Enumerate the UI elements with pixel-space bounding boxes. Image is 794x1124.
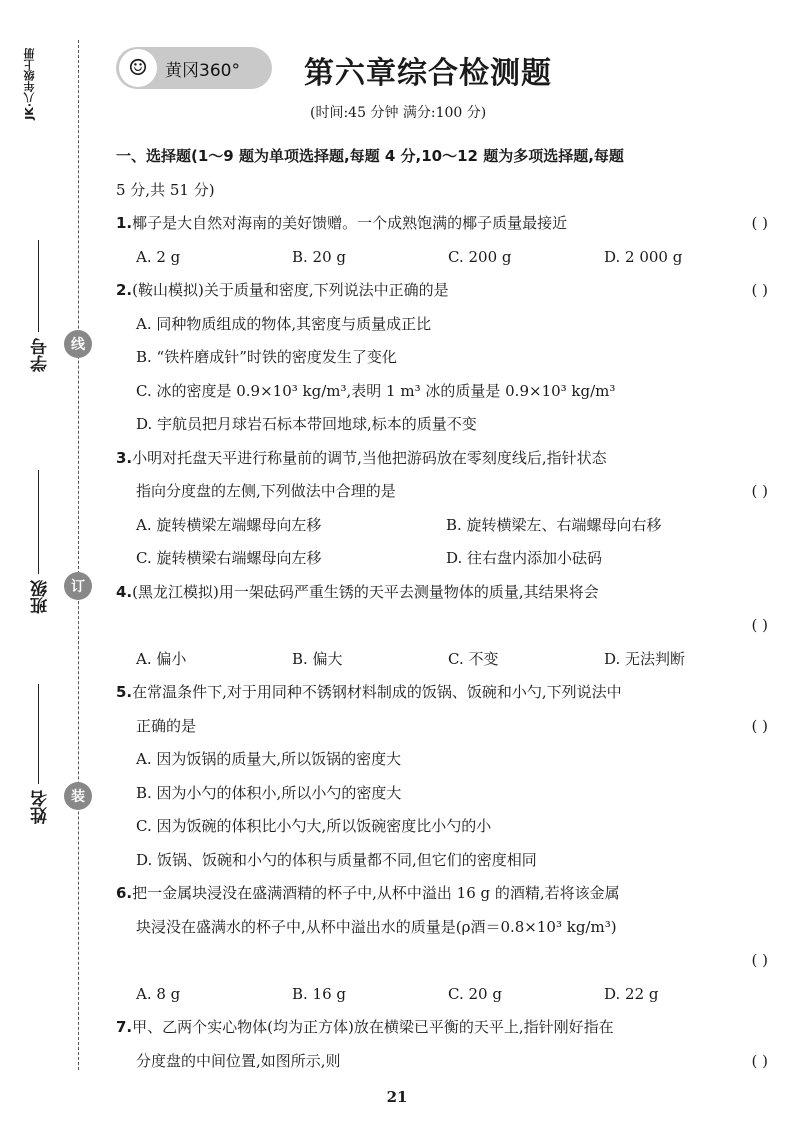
question-4-blank-line (116, 609, 776, 643)
question-number: 7. (116, 1018, 133, 1036)
grade-label: JK·八年级上册 (23, 48, 36, 120)
question-text: 甲、乙两个实心物体(均为正方体)放在横梁已平衡的天平上,指针刚好指在 (132, 1018, 614, 1036)
question-6-cont: 块浸没在盛满水的杯子中,从杯中溢出水的质量是(ρ酒＝0.8×10³ kg/m³) (136, 917, 617, 936)
question-text: 分度盘的中间位置,如图所示,则 (136, 1051, 341, 1070)
question-4 (116, 576, 776, 610)
zhuang-marker: 装 (64, 782, 92, 810)
option-a: A. 旋转横梁左端螺母向左移 (136, 515, 322, 534)
option-a: A. 8 g (136, 984, 181, 1003)
question-5 (116, 676, 776, 710)
question-list (116, 140, 776, 1078)
question-number: 3. (116, 448, 133, 467)
option-b: B. 偏大 (292, 649, 343, 668)
question-text: 椰子是大自然对海南的美好馈赠。一个成熟饱满的椰子质量最接近 (132, 214, 568, 232)
kids-face-icon: ☺ (119, 49, 157, 87)
option-c: C. 不变 (448, 649, 499, 668)
name-label: 姓名 (31, 790, 51, 824)
page-number: 21 (386, 1088, 408, 1106)
option-d: D. 22 g (604, 984, 659, 1003)
name-field-line (38, 684, 39, 784)
question-3-cont (116, 475, 776, 509)
question-number: 1. (116, 214, 133, 232)
q3-options-cd (116, 542, 776, 576)
binding-dashed-line (78, 40, 79, 1070)
question-number: 5. (116, 683, 133, 701)
answer-blank: ( ) (751, 214, 768, 232)
answer-blank: ( ) (751, 482, 768, 500)
option-c: C. 冰的密度是 0.9×10³ kg/m³,表明 1 m³ 冰的质量是 0.9×10³ kg/m³ (136, 381, 616, 400)
question-3 (116, 442, 776, 476)
binding-margin (0, 0, 100, 1124)
question-text: 正确的是 (136, 716, 197, 735)
q3-options-ab (116, 509, 776, 543)
option-c: C. 因为饭碗的体积比小勺大,所以饭碗密度比小勺的小 (136, 817, 492, 835)
option-b: B. 因为小勺的体积小,所以小勺的密度大 (136, 783, 402, 802)
question-6-blank-line (116, 944, 776, 978)
answer-blank: ( ) (751, 1051, 768, 1070)
option-b: B. “铁杵磨成针”时铁的密度发生了变化 (136, 348, 397, 366)
section-heading-cont: 5 分,共 51 分) (116, 180, 215, 199)
student-id-label: 学号 (31, 338, 51, 372)
option-a: A. 偏小 (136, 649, 187, 668)
question-text: (黑龙江模拟)用一架砝码严重生锈的天平去测量物体的质量,其结果将会 (132, 582, 599, 601)
question-1 (116, 207, 776, 241)
q1-options (116, 241, 776, 275)
question-text: 把一金属块浸没在盛满酒精的杯子中,从杯中溢出 16 g 的酒精,若将该金属 (132, 884, 620, 902)
question-number: 2. (116, 281, 133, 299)
question-text: 小明对托盘天平进行称量前的调节,当他把游码放在零刻度线后,指针状态 (132, 448, 607, 467)
option-d: D. 饭锅、饭碗和小勺的体积与质量都不同,但它们的密度相同 (136, 850, 537, 869)
option-d: D. 2 000 g (604, 247, 683, 266)
option-b: B. 20 g (292, 247, 347, 266)
class-label: 班级 (31, 580, 51, 614)
option-c: C. 旋转横梁右端螺母向左移 (136, 549, 322, 567)
question-text: (鞍山模拟)关于质量和密度,下列说法中正确的是 (132, 281, 449, 299)
question-6 (116, 877, 776, 911)
answer-blank: ( ) (751, 951, 768, 969)
question-2 (116, 274, 776, 308)
option-b: B. 旋转横梁左、右端螺母向右移 (446, 515, 662, 534)
answer-blank: ( ) (751, 716, 768, 735)
question-7 (116, 1011, 776, 1045)
exam-info: (时间:45 分钟 满分:100 分) (310, 105, 487, 121)
section-heading: 一、选择题(1～9 题为单项选择题,每题 4 分,10～12 题为多项选择题,每题 (116, 147, 624, 165)
xian-marker: 线 (64, 330, 92, 358)
option-d: D. 往右盘内添加小砝码 (446, 549, 603, 567)
q6-options (116, 978, 776, 1012)
question-5-cont (116, 710, 776, 744)
ding-marker: 订 (64, 572, 92, 600)
question-number: 6. (116, 884, 133, 902)
option-c: C. 200 g (448, 247, 512, 266)
option-b: B. 16 g (292, 984, 347, 1003)
page-title: 第六章综合检测题 (304, 56, 552, 91)
answer-blank: ( ) (751, 281, 768, 299)
answer-blank: ( ) (751, 616, 768, 634)
question-text: 指向分度盘的左侧,下列做法中合理的是 (136, 482, 396, 500)
logo-text: 黄冈360° (165, 60, 240, 81)
question-number: 4. (116, 582, 133, 601)
brand-logo (116, 47, 272, 89)
class-field-line (38, 470, 39, 574)
q4-options (116, 643, 776, 677)
option-d: D. 无法判断 (604, 649, 686, 668)
option-c: C. 20 g (448, 984, 502, 1003)
option-a: A. 2 g (136, 247, 181, 266)
option-a: A. 同种物质组成的物体,其密度与质量成正比 (136, 314, 432, 333)
question-text: 在常温条件下,对于用同种不锈钢材料制成的饭锅、饭碗和小勺,下列说法中 (132, 683, 622, 701)
student-id-field-line (38, 240, 39, 332)
option-a: A. 因为饭锅的质量大,所以饭锅的密度大 (136, 750, 402, 768)
question-7-cont (116, 1045, 776, 1079)
option-d: D. 宇航员把月球岩石标本带回地球,标本的质量不变 (136, 415, 477, 433)
